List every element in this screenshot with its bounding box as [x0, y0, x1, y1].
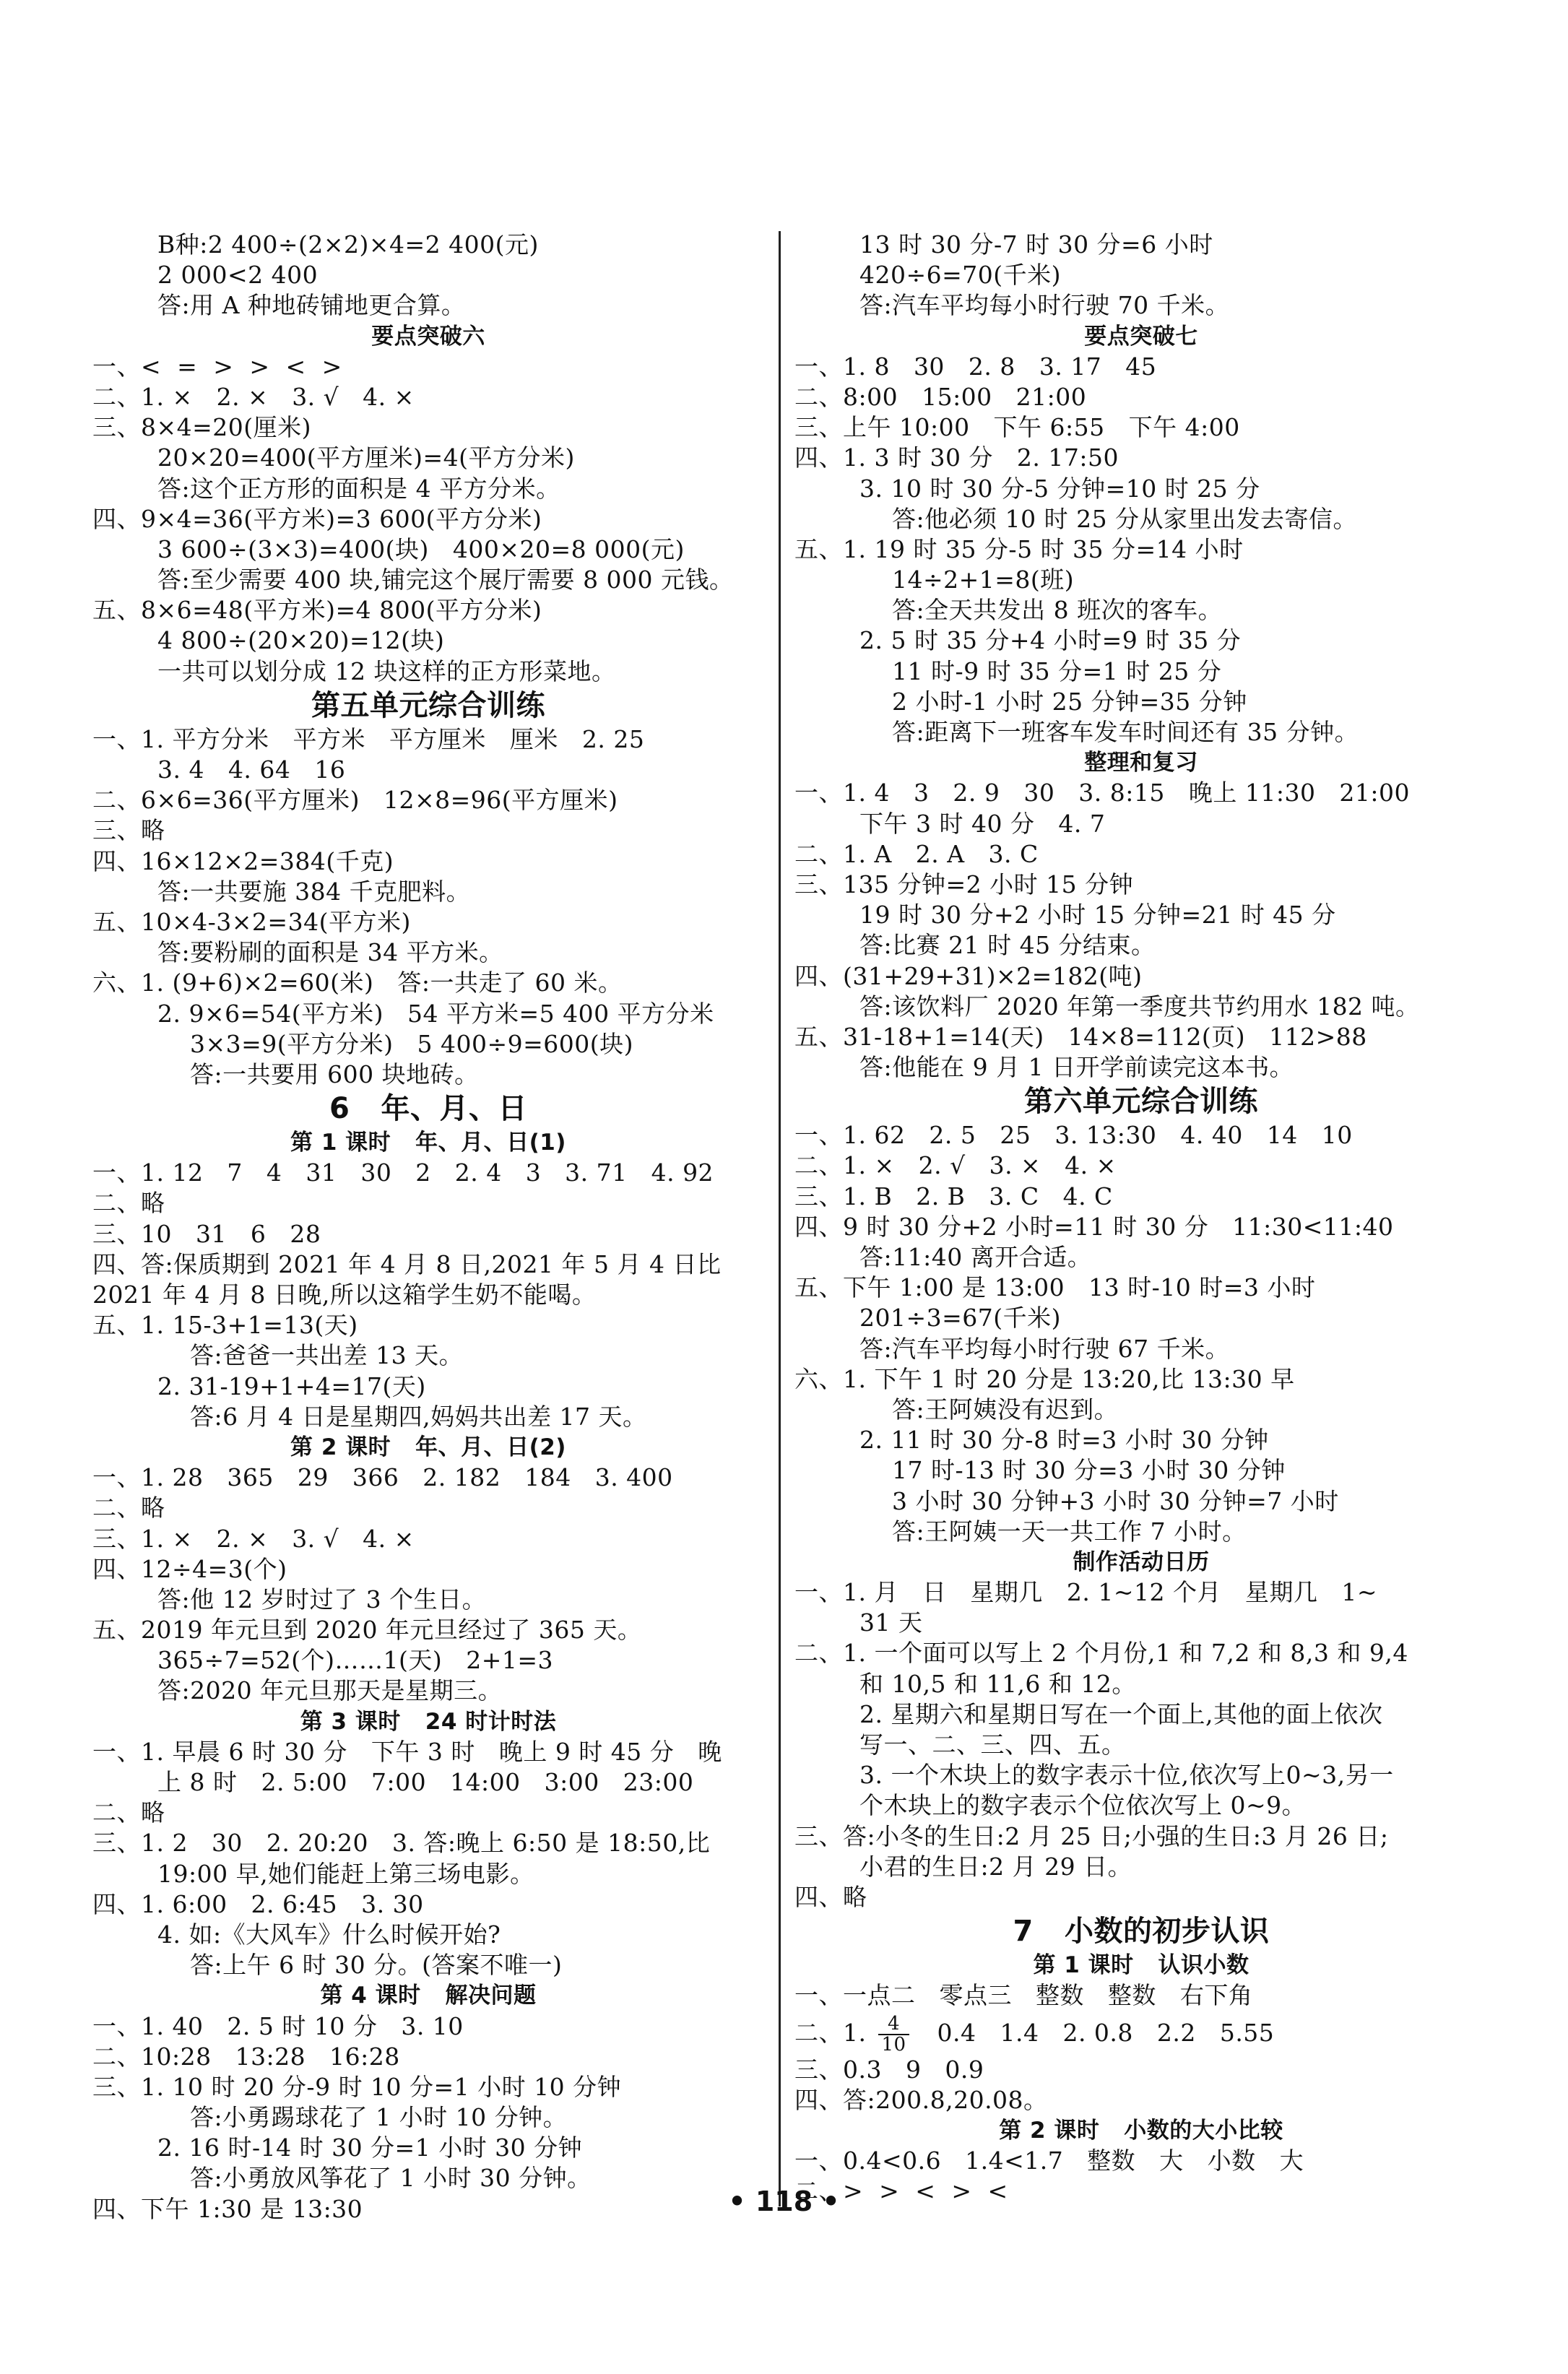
answer-line: 31 天	[859, 1608, 923, 1637]
answer-line: 三、0.3 9 0.9	[794, 2055, 984, 2084]
answer-line: 四、略	[794, 1882, 867, 1911]
section-heading: 要点突破七	[1084, 323, 1198, 350]
answer-line: 二、略	[92, 1494, 165, 1522]
right-column	[794, 230, 1488, 2206]
answer-line: 2. 9×6=54(平方米) 54 平方米=5 400 平方分米	[157, 999, 714, 1028]
answer-line: 答:他必须 10 时 25 分从家里出发去寄信。	[892, 504, 1358, 533]
answer-line: 2 小时-1 小时 25 分钟=35 分钟	[892, 687, 1247, 716]
answer-line: 3×3=9(平方分米) 5 400÷9=600(块)	[190, 1029, 634, 1058]
section-heading: 要点突破六	[371, 323, 485, 350]
left-column	[92, 230, 764, 2224]
answer-line: 201÷3=67(千米)	[859, 1304, 1062, 1333]
answer-line: 二、略	[92, 1189, 165, 1218]
answer-line: 四、9 时 30 分+2 小时=11 时 30 分 11:30<11:40	[794, 1212, 1394, 1241]
answer-line: 19:00 早,她们能赶上第三场电影。	[157, 1859, 534, 1888]
answer-line: 个木块上的数字表示个位依次写上 0~9。	[859, 1791, 1307, 1820]
answer-line: 答:他能在 9 月 1 日开学前读完这本书。	[859, 1053, 1294, 1082]
answer-line: 2. 31-19+1+4=17(天)	[157, 1372, 426, 1400]
answer-line: 答:小勇踢球花了 1 小时 10 分钟。	[190, 2103, 568, 2132]
line-suffix: 0.4 1.4 2. 0.8 2.2 5.55	[913, 2018, 1275, 2047]
answer-line: 答:汽车平均每小时行驶 67 千米。	[859, 1334, 1230, 1363]
answer-line: 三、上午 10:00 下午 6:55 下午 4:00	[794, 413, 1240, 442]
answer-line: 三、10 31 6 28	[92, 1219, 321, 1248]
fraction-denominator: 10	[881, 2033, 906, 2055]
answer-line: 五、下午 1:00 是 13:00 13 时-10 时=3 小时	[794, 1273, 1316, 1302]
answer-line-with-fraction	[794, 2011, 1488, 2055]
answer-line: 20×20=400(平方厘米)=4(平方分米)	[157, 443, 575, 472]
answer-line: 一、1. 28 365 29 366 2. 182 184 3. 400	[92, 1463, 673, 1492]
answer-line: 二、1. A 2. A 3. C	[794, 839, 1039, 868]
answer-line: 2. 11 时 30 分-8 时=3 小时 30 分钟	[859, 1426, 1269, 1455]
section-heading: 第 2 课时 年、月、日(2)	[290, 1434, 566, 1460]
fraction	[878, 2014, 909, 2055]
answer-line: 3. 一个木块上的数字表示十位,依次写上0~3,另一	[859, 1761, 1394, 1790]
answer-line: 一、1. 月 日 星期几 2. 1~12 个月 星期几 1~	[794, 1578, 1378, 1607]
answer-line: 和 10,5 和 11,6 和 12。	[859, 1669, 1136, 1698]
answer-line: 一、1. 平方分米 平方米 平方厘米 厘米 2. 25	[92, 724, 645, 753]
section-heading: 第 4 课时 解决问题	[320, 1983, 537, 2009]
answer-line: 答:一共要用 600 块地砖。	[190, 1060, 479, 1088]
section-heading: 制作活动日历	[1073, 1548, 1210, 1575]
page-number: • 118 •	[728, 2185, 840, 2217]
answer-line: 19 时 30 分+2 小时 15 分钟=21 时 45 分	[859, 901, 1336, 930]
answer-line: 一、< = > > < >	[92, 352, 342, 381]
section-heading: 第 1 课时 年、月、日(1)	[290, 1130, 566, 1156]
answer-line: 六、1. (9+6)×2=60(米) 答:一共走了 60 米。	[92, 969, 623, 997]
column-divider	[779, 231, 781, 2206]
section-heading: 第 2 课时 小数的大小比较	[999, 2117, 1283, 2144]
unit-title: 第六单元综合训练	[1024, 1085, 1258, 1119]
answer-line: 答:6 月 4 日是星期四,妈妈共出差 17 天。	[190, 1402, 647, 1431]
answer-line: 答:距离下一班客车发车时间还有 35 分钟。	[892, 718, 1359, 746]
answer-line: 一、1. 12 7 4 31 30 2 2. 4 3 3. 71 4. 92	[92, 1158, 714, 1187]
answer-line: 2 000<2 400	[157, 261, 319, 290]
answer-line: 小君的生日:2 月 29 日。	[859, 1852, 1132, 1881]
answer-line: 答:爸爸一共出差 13 天。	[190, 1341, 464, 1370]
answer-line: 三、1. 10 时 20 分-9 时 10 分=1 小时 10 分钟	[92, 2072, 622, 2101]
answer-line: 365÷7=52(个)……1(天) 2+1=3	[157, 1646, 554, 1675]
fraction-numerator: 4	[878, 2014, 909, 2035]
line-prefix: 二、1.	[794, 2018, 875, 2047]
answer-line: 答:小勇放风筝花了 1 小时 30 分钟。	[190, 2164, 592, 2193]
answer-line: 答:11:40 离开合适。	[859, 1243, 1092, 1271]
answer-line: 答:一共要施 384 千克肥料。	[157, 877, 471, 906]
answer-line: 13 时 30 分-7 时 30 分=6 小时	[859, 230, 1213, 259]
answer-line: 答:用 A 种地砖铺地更合算。	[157, 291, 466, 320]
answer-line: 4. 如:《大风车》什么时候开始?	[157, 1920, 501, 1949]
answer-line: 一共可以划分成 12 块这样的正方形菜地。	[157, 657, 616, 685]
answer-line: 11 时-9 时 35 分=1 时 25 分	[892, 657, 1222, 685]
answer-line: 二、1. × 2. √ 3. × 4. ×	[794, 1151, 1117, 1180]
answer-line: 答:他 12 岁时过了 3 个生日。	[157, 1585, 487, 1613]
answer-line: 四、下午 1:30 是 13:30	[92, 2194, 363, 2223]
answer-line: 答:全天共发出 8 班次的客车。	[892, 596, 1223, 625]
answer-line: 二、10:28 13:28 16:28	[92, 2042, 400, 2071]
answer-line: 答:汽车平均每小时行驶 70 千米。	[859, 291, 1230, 320]
answer-line: 2. 5 时 35 分+4 小时=9 时 35 分	[859, 626, 1242, 655]
answer-line: 四、12÷4=3(个)	[92, 1554, 287, 1583]
answer-line: 一、1. 4 3 2. 9 30 3. 8:15 晚上 11:30 21:00	[794, 779, 1411, 807]
answer-line: 答:比赛 21 时 45 分结束。	[859, 931, 1156, 960]
answer-line: 3. 10 时 30 分-5 分钟=10 时 25 分	[859, 474, 1260, 503]
answer-line: 一、0.4<0.6 1.4<1.7 整数 大 小数 大	[794, 2146, 1304, 2175]
answer-line: 420÷6=70(千米)	[859, 261, 1062, 290]
answer-line: 答:王阿姨没有迟到。	[892, 1395, 1119, 1424]
answer-line: 四、16×12×2=384(千克)	[92, 846, 394, 875]
section-heading: 第 3 课时 24 时计时法	[300, 1708, 557, 1735]
answer-line: 答:要粉刷的面积是 34 平方米。	[157, 938, 503, 967]
answer-line: 四、答:保质期到 2021 年 4 月 8 日,2021 年 5 月 4 日比	[92, 1249, 722, 1278]
section-heading: 第 1 课时 认识小数	[1033, 1952, 1249, 1979]
answer-line: 二、略	[92, 1798, 165, 1827]
answer-line: 写一、二、三、四、五。	[859, 1730, 1126, 1759]
section-heading: 整理和复习	[1084, 750, 1198, 776]
answer-line: 三、8×4=20(厘米)	[92, 413, 312, 442]
answer-line: 四、(31+29+31)×2=182(吨)	[794, 961, 1143, 990]
answer-line: 3 600÷(3×3)=400(块) 400×20=8 000(元)	[157, 534, 685, 563]
answer-line: 二、1. × 2. × 3. √ 4. ×	[92, 382, 415, 411]
answer-line: 2. 星期六和星期日写在一个面上,其他的面上依次	[859, 1699, 1383, 1728]
answer-line: 五、8×6=48(平方米)=4 800(平方分米)	[92, 596, 542, 625]
answer-line: 答:至少需要 400 块,铺完这个展厅需要 8 000 元钱。	[157, 566, 734, 594]
answer-line: 三、1. 2 30 2. 20:20 3. 答:晚上 6:50 是 18:50,比	[92, 1829, 711, 1858]
answer-line: 五、10×4-3×2=34(平方米)	[92, 907, 411, 936]
answer-line: 答:该饮料厂 2020 年第一季度共节约用水 182 吨。	[859, 992, 1420, 1021]
answer-line: 五、2019 年元旦到 2020 年元旦经过了 365 天。	[92, 1616, 642, 1645]
answer-line: 一、一点二 零点三 整数 整数 右下角	[794, 1981, 1253, 2010]
answer-line: 四、1. 3 时 30 分 2. 17:50	[794, 443, 1119, 472]
answer-line: 答:2020 年元旦那天是星期三。	[157, 1676, 503, 1705]
answer-line: 五、1. 15-3+1=13(天)	[92, 1311, 358, 1340]
answer-line: 一、1. 8 30 2. 8 3. 17 45	[794, 352, 1157, 381]
answer-line: 3 小时 30 分钟+3 小时 30 分钟=7 小时	[892, 1486, 1339, 1515]
answer-line: 三、135 分钟=2 小时 15 分钟	[794, 870, 1134, 898]
answer-line: 17 时-13 时 30 分=3 小时 30 分钟	[892, 1456, 1286, 1485]
answer-line: 下午 3 时 40 分 4. 7	[859, 809, 1106, 838]
answer-line: 二、1. 一个面可以写上 2 个月份,1 和 7,2 和 8,3 和 9,4	[794, 1639, 1408, 1668]
unit-title: 6 年、月、日	[329, 1092, 528, 1126]
answer-line: 二、> > < > <	[794, 2177, 1008, 2206]
answer-line: 答:这个正方形的面积是 4 平方分米。	[157, 474, 560, 503]
answer-line: 三、答:小冬的生日:2 月 25 日;小强的生日:3 月 26 日;	[794, 1821, 1389, 1850]
answer-line: 三、1. × 2. × 3. √ 4. ×	[92, 1524, 415, 1553]
answer-line: 一、1. 早晨 6 时 30 分 下午 3 时 晚上 9 时 45 分 晚	[92, 1737, 722, 1766]
answer-line: 六、1. 下午 1 时 20 分是 13:20,比 13:30 早	[794, 1364, 1295, 1393]
answer-line: 四、答:200.8,20.08。	[794, 2085, 1048, 2114]
answer-line: 2021 年 4 月 8 日晚,所以这箱学生奶不能喝。	[92, 1281, 597, 1309]
answer-line: 答:王阿姨一天一共工作 7 小时。	[892, 1517, 1247, 1546]
answer-line: 上 8 时 2. 5:00 7:00 14:00 3:00 23:00	[157, 1768, 694, 1796]
answer-line: 三、略	[92, 816, 165, 845]
answer-line: 五、1. 19 时 35 分-5 时 35 分=14 小时	[794, 534, 1244, 563]
answer-line: 五、31-18+1=14(天) 14×8=112(页) 112>88	[794, 1022, 1367, 1051]
answer-line: 二、6×6=36(平方厘米) 12×8=96(平方厘米)	[92, 786, 618, 815]
answer-line: 3. 4 4. 64 16	[157, 755, 346, 784]
answer-line: 四、9×4=36(平方米)=3 600(平方分米)	[92, 504, 542, 533]
answer-line: 一、1. 62 2. 5 25 3. 13:30 4. 40 14 10	[794, 1121, 1353, 1150]
answer-line: 三、1. B 2. B 3. C 4. C	[794, 1182, 1113, 1210]
answer-line: 14÷2+1=8(班)	[892, 566, 1075, 594]
answer-line: 四、1. 6:00 2. 6:45 3. 30	[92, 1889, 424, 1918]
unit-title: 7 小数的初步认识	[1013, 1915, 1270, 1949]
unit-title: 第五单元综合训练	[311, 688, 545, 722]
answer-line: 一、1. 40 2. 5 时 10 分 3. 10	[92, 2011, 464, 2040]
answer-line: 4 800÷(20×20)=12(块)	[157, 626, 445, 655]
answer-line: 2. 16 时-14 时 30 分=1 小时 30 分钟	[157, 2133, 583, 2162]
answer-line: 答:上午 6 时 30 分。(答案不唯一)	[190, 1951, 563, 1980]
answer-line: B种:2 400÷(2×2)×4=2 400(元)	[157, 230, 539, 259]
answer-line: 二、8:00 15:00 21:00	[794, 382, 1087, 411]
